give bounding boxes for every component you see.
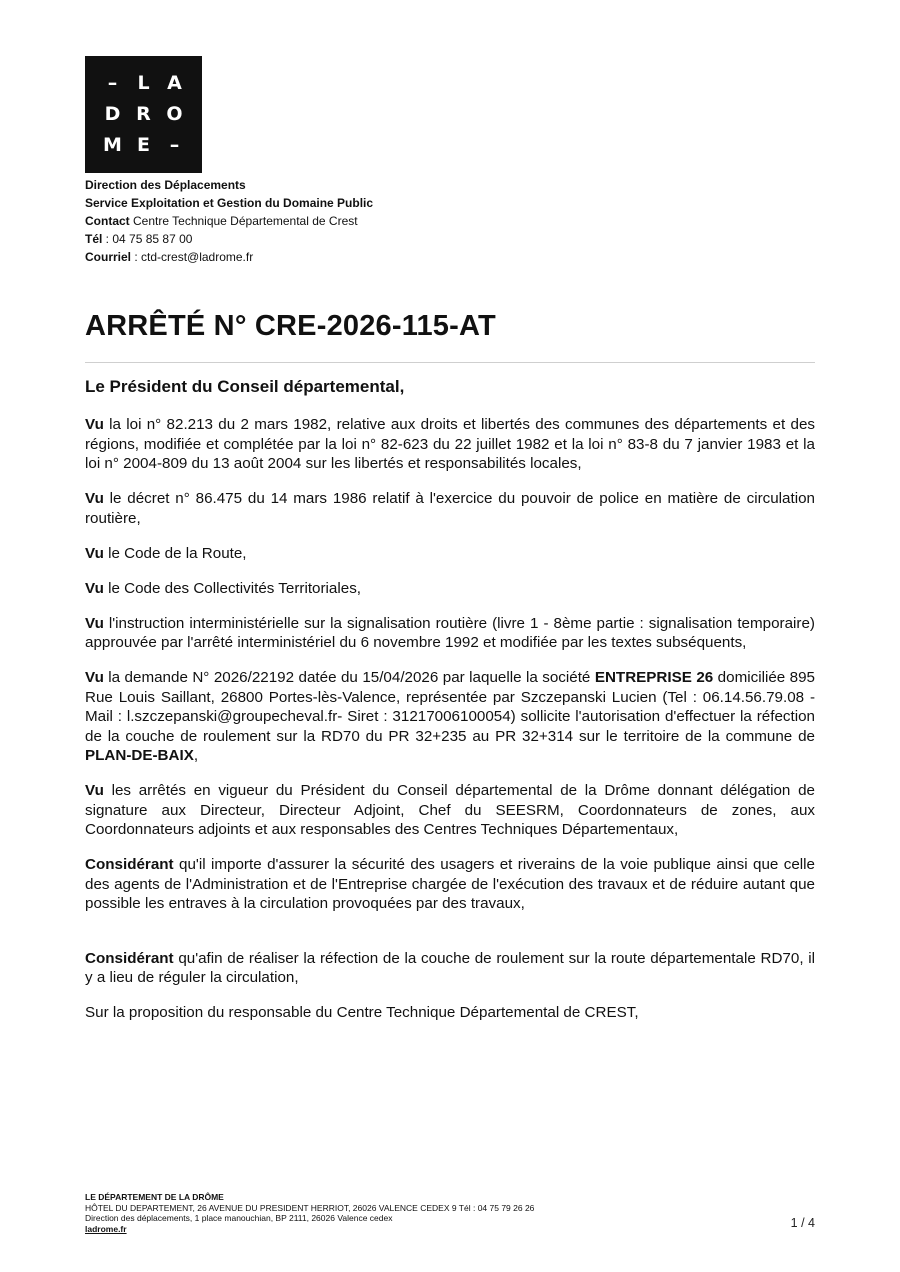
contact-line: Contact Centre Technique Départemental de Crest <box>85 214 358 228</box>
paragraph-vu-code-collectivites: Vu le Code des Collectivités Territoriales, <box>85 579 362 597</box>
logo-row-2: D R O <box>104 103 183 125</box>
paragraph-vu-instruction: Vu l'instruction interministérielle sur la signalisation routière (livre 1 - 8ème partie : signalisation temporaire) approuvée par l'arrêté interministériel du 6 novembre 1992 et modifiée par les textes subséquents, <box>85 614 815 651</box>
paragraph-vu-loi-1982: Vu la loi n° 82.213 du 2 mars 1982, relative aux droits et libertés des communes des départements et des régions, modifiée et complétée par la loi n° 82-623 du 22 juillet 1982 et la loi n° 83-8 du 7 janvier 1983 et la loi n° 2004-809 du 13 août 2004 sur les libertés et responsabilités locales, <box>85 416 815 472</box>
service-name: Service Exploitation et Gestion du Domaine Public <box>85 196 374 210</box>
paragraph-vu-demande: Vu la demande N° 2026/22192 datée du 15/04/2026 par laquelle la société ENTREPRISE 26 domiciliée 895 Rue Louis Saillant, 26800 Portes-lès-Valence, représentée par Szczepanski Lucien (Tel : 06.14.56.79.08 - Mail : l.szczepanski@groupecheval.fr- Siret : 31217006100054) sollicite l'autorisation d'effectuer la réfection de la couche de roulement sur la RD70 du PR 32+235 au PR 32+314 sur le territoire de la commune de PLAN-DE-BAIX, <box>85 669 815 764</box>
phone-line: Tél : 04 75 85 87 00 <box>85 232 193 246</box>
footer-org: LE DÉPARTEMENT DE LA DRÔME <box>85 1192 224 1202</box>
paragraph-vu-code-route: Vu le Code de la Route, <box>85 544 247 562</box>
page-number: 1 / 4 <box>790 1216 815 1230</box>
email-line: Courriel : ctd-crest@ladrome.fr <box>85 250 254 264</box>
decree-title: ARRÊTÉ N° CRE-2026-115-AT <box>85 310 496 342</box>
president-heading: Le Président du Conseil départemental, <box>85 377 405 396</box>
direction-name: Direction des Déplacements <box>85 178 246 192</box>
company-name: ENTREPRISE 26 <box>594 669 714 686</box>
paragraph-vu-decret-1986: Vu le décret n° 86.475 du 14 mars 1986 relatif à l'exercice du pouvoir de police en matière de circulation routière, <box>85 490 815 527</box>
footer-website-link[interactable]: ladrome.fr <box>85 1223 127 1234</box>
footer-address: HÔTEL DU DEPARTEMENT, 26 AVENUE DU PRESIDENT HERRIOT, 26026 VALENCE CEDEX 9 Tél : 04 75 79 26 26 <box>85 1202 535 1213</box>
paragraph-considerant-securite: Considérant qu'il importe d'assurer la sécurité des usagers et riverains de la voie publique ainsi que celle des agents de l'Administration et de l'Entreprise chargée de l'exécution des travaux et de réduire autant que possible les entraves à la circulation provoquées par des travaux, <box>85 856 815 912</box>
footer-direction: Direction des déplacements, 1 place manouchian, BP 2111, 26026 Valence cedex <box>85 1213 393 1223</box>
service-header <box>85 176 373 266</box>
page-footer <box>85 1192 534 1234</box>
paragraph-vu-arretes: Vu les arrêtés en vigueur du Président du Conseil départemental de la Drôme donnant délégation de signature aux Directeur, Directeur Adjoint, Chef du SEESRM, Coordonnateurs de zones, aux Coordonnateurs adjoints et aux responsables des Centres Techniques Départementaux, <box>85 782 815 838</box>
logo-row-1: – L A <box>107 72 182 94</box>
logo-row-3: M E – <box>103 134 180 156</box>
title-divider <box>85 362 815 363</box>
ladrome-logo <box>85 56 202 173</box>
commune-name: PLAN-DE-BAIX <box>85 747 194 764</box>
paragraph-proposition: Sur la proposition du responsable du Centre Technique Départemental de CREST, <box>85 1004 639 1021</box>
paragraph-considerant-circulation: Considérant qu'afin de réaliser la réfection de la couche de roulement sur la route départementale RD70, il y a lieu de réguler la circulation, <box>85 949 815 986</box>
decree-body <box>85 376 815 1038</box>
